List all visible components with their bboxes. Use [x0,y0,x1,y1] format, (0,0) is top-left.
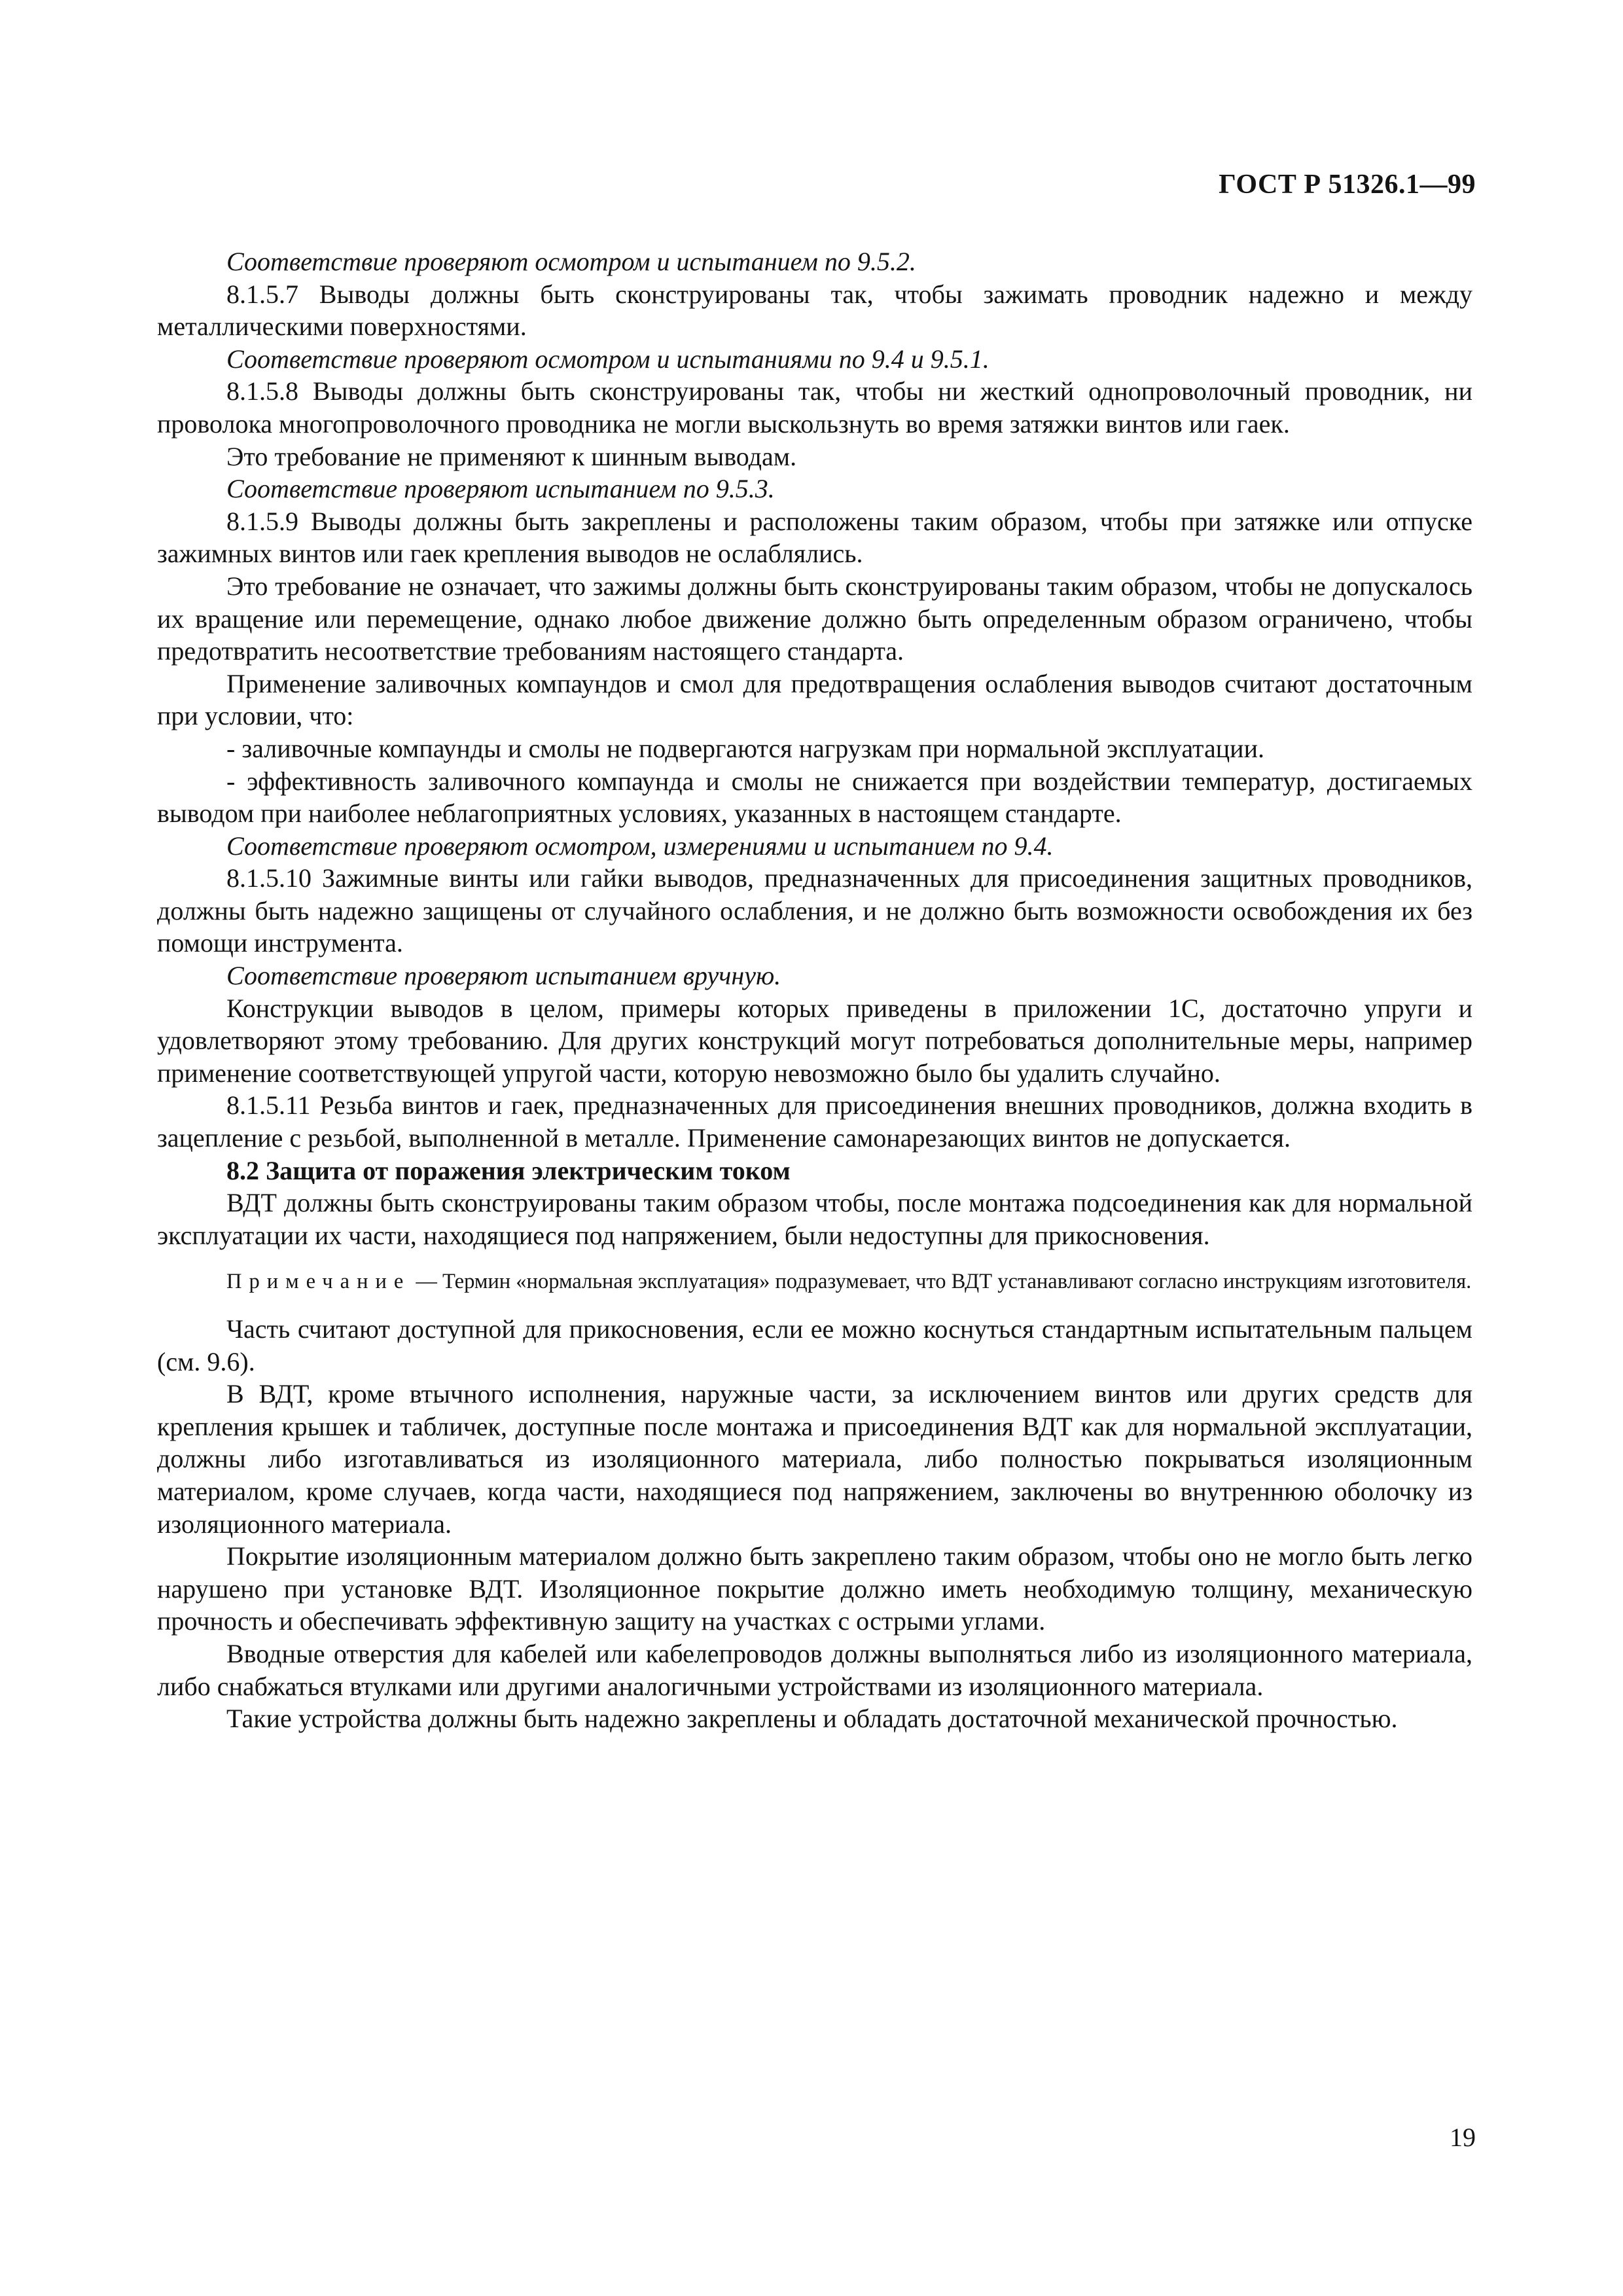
body-paragraph: Часть считают доступной для прикосновения, если ее можно коснуться стандартным испытательным пальцем (см. 9.6). [157,1314,1472,1376]
clause-8-1-5-9: 8.1.5.9 Выводы должны быть закреплены и расположены таким образом, чтобы при затяжке или отпуске зажимных винтов или гаек крепления выводов не ослаблялись. [157,506,1472,569]
body-paragraph: Такие устройства должны быть надежно закреплены и обладать достаточной механической прочностью. [226,1704,1398,1734]
document-code-header: ГОСТ Р 51326.1—99 [1219,170,1476,200]
clause-8-1-5-11: 8.1.5.11 Резьба винтов и гаек, предназначенных для присоединения внешних проводников, должна входить в зацепление с резьбой, выполненной в металле. Применение самонарезающих винтов не допускается. [157,1090,1472,1153]
body-paragraph: Это требование не применяют к шинным выводам. [226,441,797,471]
compliance-paragraph: Соответствие проверяют испытанием по 9.5.3. [226,474,775,504]
body-paragraph: Покрытие изоляционным материалом должно быть закреплено таким образом, чтобы оно не могло быть легко нарушено при установке ВДТ. Изоляционное покрытие должно иметь необходимую толщину, механическую прочность и обеспечивать эффективную защиту на участках с острыми углами. [157,1541,1472,1636]
compliance-paragraph: Соответствие проверяют осмотром и испытаниями по 9.4 и 9.5.1. [226,344,990,374]
note-label: Примечание [226,1270,411,1294]
body-paragraph: Вводные отверстия для кабелей или кабелепроводов должны выполняться либо из изоляционного материала, либо снабжаться втулками или другими аналогичными устройствами из изоляционного материала. [157,1638,1472,1701]
list-item: - эффективность заливочного компаунда и смолы не снижается при воздействии температур, достигаемых выводом при наиболее неблагоприятных условиях, указанных в настоящем стандарте. [157,766,1472,829]
clause-8-1-5-10: 8.1.5.10 Зажимные винты или гайки выводов, предназначенных для присоединения защитных проводников, должны быть надежно защищены от случайного ослабления, и не должно быть возможности освобождения их без помощи инструмента. [157,863,1472,958]
page-body [157,245,1472,1735]
clause-8-1-5-8: 8.1.5.8 Выводы должны быть сконструированы так, чтобы ни жесткий однопроволочный проводник, ни проволока многопроволочного проводника не могли выскользнуть во время затяжки винтов или гаек. [157,376,1472,439]
compliance-paragraph: Соответствие проверяют осмотром, измерениями и испытанием по 9.4. [226,831,1054,861]
body-paragraph: Это требование не означает, что зажимы должны быть сконструированы таким образом, чтобы не допускалось их вращение или перемещение, однако любое движение должно быть определенным образом ограничено, чтобы предотвратить несоответствие требованиям настоящего стандарта. [157,571,1472,666]
body-paragraph: Применение заливочных компаундов и смол для предотвращения ослабления выводов считают достаточным при условии, что: [157,668,1472,731]
compliance-paragraph: Соответствие проверяют испытанием вручную. [226,961,781,991]
clause-8-1-5-7: 8.1.5.7 Выводы должны быть сконструированы так, чтобы зажимать проводник надежно и между металлическими поверхностями. [157,279,1472,342]
body-paragraph: В ВДТ, кроме втычного исполнения, наружные части, за исключением винтов или других средств для крепления крышек и табличек, доступные после монтажа и присоединения ВДТ как для нормальной эксплуатации, должны либо изготавливаться из изоляционного материала, либо полностью покрываться изоляционным материалом, кроме случаев, когда части, находящиеся под напряжением, заключены во внутреннюю оболочку из изоляционного материала. [157,1379,1472,1539]
compliance-paragraph: Соответствие проверяют осмотром и испытанием по 9.5.2. [226,247,916,276]
note-paragraph [157,1269,1472,1295]
section-heading-8-2: 8.2 Защита от поражения электрическим током [226,1155,791,1185]
body-paragraph: Конструкции выводов в целом, примеры которых приведены в приложении 1С, достаточно упруги и удовлетворяют этому требованию. Для других конструкций могут потребоваться дополнительные меры, например применение соответствующей упругой части, которую невозможно было бы удалить случайно. [157,993,1472,1088]
body-paragraph: ВДТ должны быть сконструированы таким образом чтобы, после монтажа подсоединения как для нормальной эксплуатации их части, находящиеся под напряжением, были недоступны для прикосновения. [157,1188,1472,1250]
page-number: 19 [1450,2123,1476,2152]
note-text: — Термин «нормальная эксплуатация» подразумевает, что ВДТ устанавливают согласно инструкциям изготовителя. [410,1270,1472,1294]
list-item: - заливочные компаунды и смолы не подвергаются нагрузкам при нормальной эксплуатации. [226,733,1264,763]
